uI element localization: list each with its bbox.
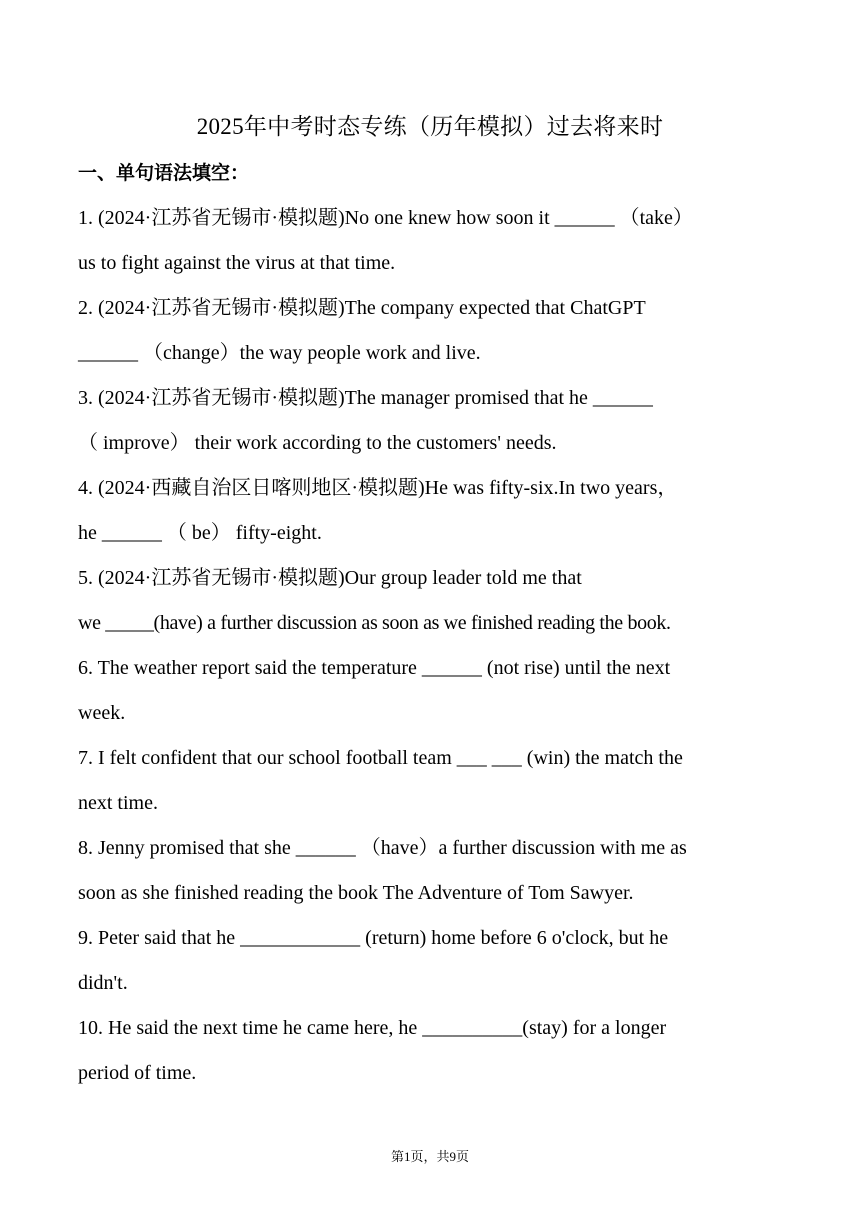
question-1-line-1: 1. (2024·江苏省无锡市·模拟题)No one knew how soon it ______ （take）: [78, 207, 693, 229]
question-10-line-1: 10. He said the next time he came here, he __________(stay) for a longer: [78, 1017, 667, 1039]
question-3-line-2: （ improve） their work according to the customers' needs.: [78, 432, 557, 454]
question-7-line-1: 7. I felt confident that our school football team ___ ___ (win) the match the: [78, 747, 683, 769]
question-10-line-2: period of time.: [78, 1062, 197, 1084]
question-5-line-2: we _____(have) a further discussion as soon as we finished reading the book.: [78, 612, 671, 634]
page-footer: 第1页，共9页: [390, 1149, 469, 1164]
question-3-line-1: 3. (2024·江苏省无锡市·模拟题)The manager promised that he ______: [78, 387, 653, 409]
question-4-line-1: 4. (2024·西藏自治区日喀则地区·模拟题)He was fifty-six.In two years，: [78, 477, 678, 499]
question-9-line-2: didn't.: [78, 972, 128, 994]
document-title: 2025年中考时态专练（历年模拟）过去将来时: [196, 114, 664, 139]
question-7-line-2: next time.: [78, 792, 158, 814]
section-heading: 一、单句语法填空：: [78, 162, 250, 184]
question-2-line-2: ______ （change）the way people work and live.: [78, 342, 481, 364]
question-9-line-1: 9. Peter said that he ____________ (return) home before 6 o'clock, but he: [78, 927, 669, 949]
question-5-line-1: 5. (2024·江苏省无锡市·模拟题)Our group leader told me that: [78, 567, 582, 589]
question-list: [78, 196, 788, 1096]
question-2-line-1: 2. (2024·江苏省无锡市·模拟题)The company expected that ChatGPT: [78, 297, 646, 319]
question-8-line-2: soon as she finished reading the book The Adventure of Tom Sawyer.: [78, 882, 634, 904]
question-6-line-1: 6. The weather report said the temperature ______ (not rise) until the next: [78, 657, 671, 679]
question-4-line-2: he ______ （ be） fifty-eight.: [78, 522, 322, 544]
question-8-line-1: 8. Jenny promised that she ______ （have）a further discussion with me as: [78, 837, 687, 859]
question-1-line-2: us to fight against the virus at that time.: [78, 252, 396, 274]
question-6-line-2: week.: [78, 702, 126, 724]
